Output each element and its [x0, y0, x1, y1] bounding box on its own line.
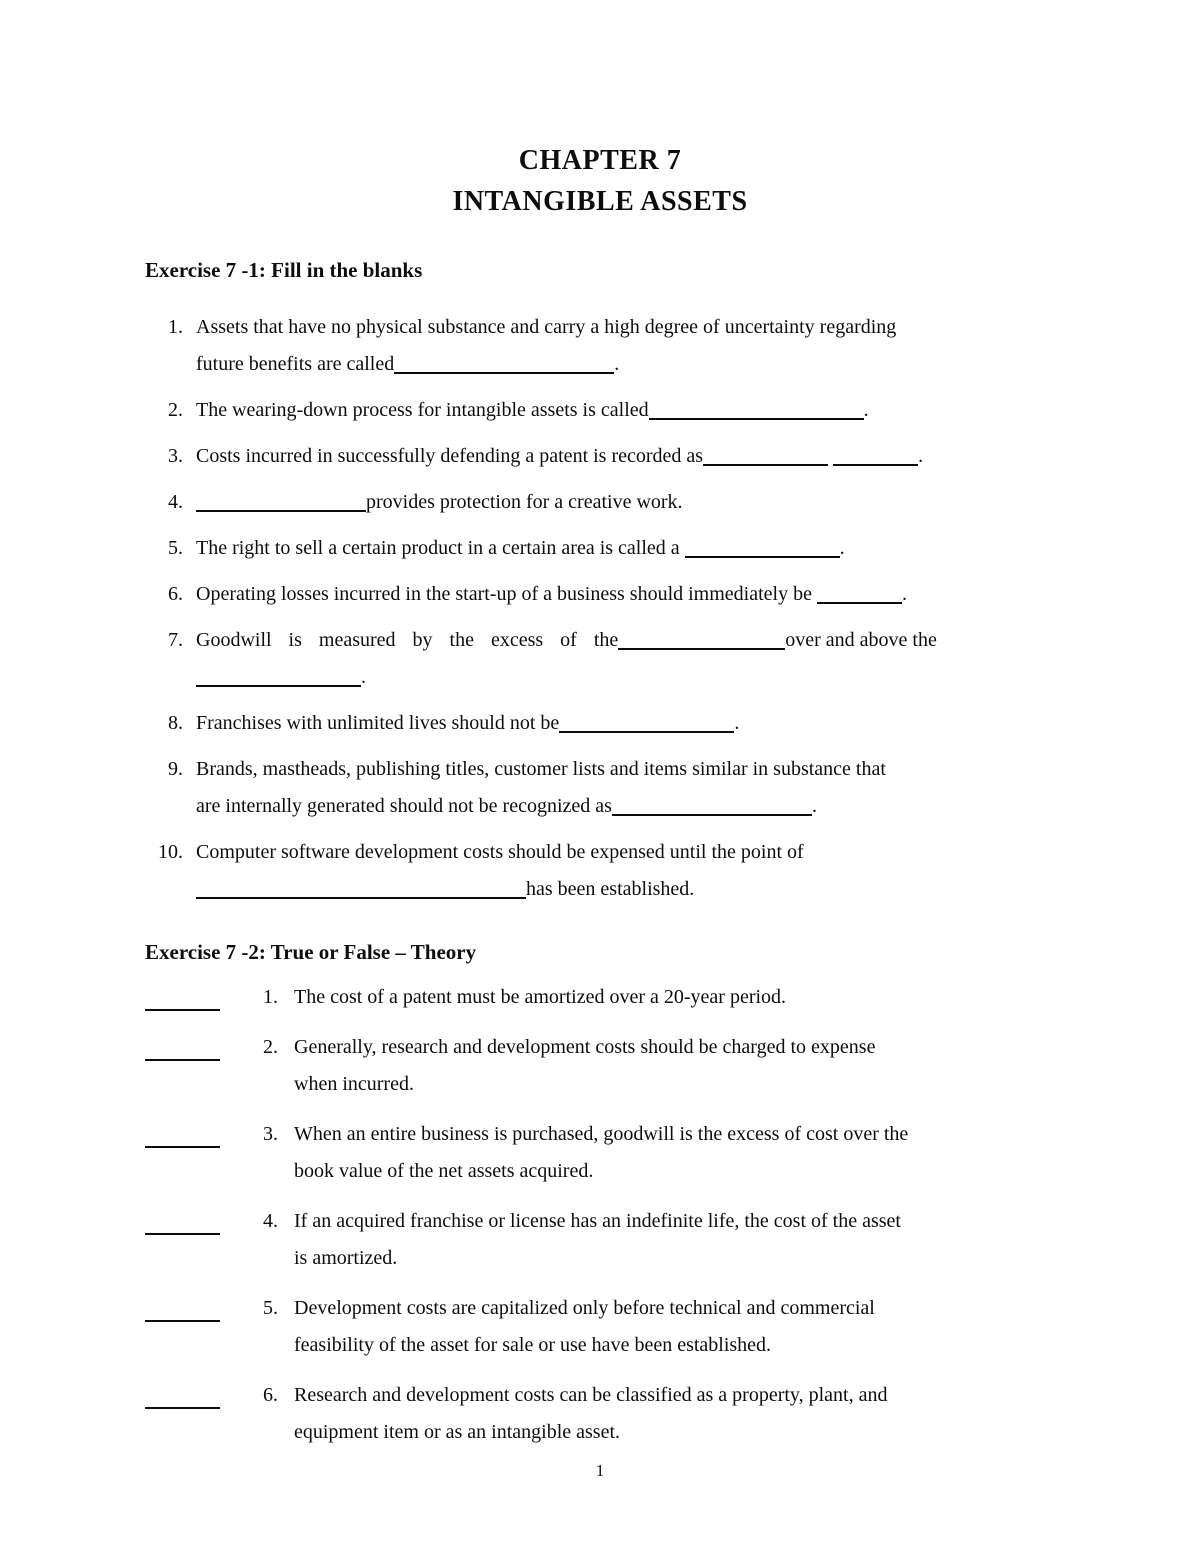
page-number: 1: [595, 1461, 605, 1480]
item-text-segment: Computer software development costs should be expensed until the point of: [196, 841, 804, 863]
item-text-line: Research and development costs can be classified as a property, plant, and: [294, 1384, 888, 1406]
item-text-line: If an acquired franchise or license has an indefinite life, the cost of the asset: [294, 1210, 901, 1232]
item-number: 6.: [168, 583, 183, 605]
fill-in-blank: [685, 556, 840, 558]
item-number: 5.: [168, 537, 183, 559]
true-false-item-6: [145, 1377, 1018, 1451]
item-body: [196, 309, 1018, 383]
item-text-segment: are internally generated should not be recognized as: [196, 795, 612, 817]
item-text-line: is amortized.: [294, 1247, 398, 1269]
fill-in-blank: [196, 510, 366, 512]
item-text-segment: Goodwill is measured by the excess of the: [196, 629, 619, 651]
answer-blank: [145, 1116, 220, 1148]
item-body: [294, 1116, 1018, 1190]
item-body: [294, 1029, 1018, 1103]
item-text-segment: Costs incurred in successfully defending a patent is recorded as: [196, 445, 704, 467]
fill-in-blank: [703, 464, 828, 466]
chapter-title-block: [0, 0, 1200, 222]
answer-blank: [145, 1290, 220, 1322]
item-number: 4.: [168, 491, 183, 513]
item-text-line: feasibility of the asset for sale or use have been established.: [294, 1334, 772, 1356]
fill-blank-item-4: [145, 484, 1018, 521]
item-number: 4.: [263, 1210, 278, 1232]
true-false-item-5: [145, 1290, 1018, 1364]
item-body: [196, 705, 1018, 742]
fill-in-blank: [649, 418, 864, 420]
answer-blank: [145, 1203, 220, 1235]
item-body: [294, 979, 1018, 1016]
item-body: [196, 751, 1018, 825]
item-body: [294, 1203, 1018, 1277]
item-text-segment: .: [361, 666, 366, 688]
chapter-number: CHAPTER 7: [518, 145, 682, 176]
fill-blank-item-7: [145, 622, 1018, 696]
item-text-segment: .: [811, 795, 817, 817]
fill-blank-item-8: [145, 705, 1018, 742]
item-number: 9.: [168, 758, 183, 780]
item-number: 1.: [168, 316, 183, 338]
item-body: [196, 392, 1018, 429]
item-text-segment: The wearing-down process for intangible assets is called: [196, 399, 649, 421]
item-body: [294, 1290, 1018, 1364]
item-number: 2.: [263, 1036, 278, 1058]
fill-in-blank: [394, 372, 614, 374]
item-body: [196, 438, 1018, 475]
item-number: 10.: [158, 841, 183, 863]
item-text-segment: Brands, mastheads, publishing titles, customer lists and items similar in substance that: [196, 758, 886, 780]
fill-blank-item-3: [145, 438, 1018, 475]
item-number: 7.: [168, 629, 183, 651]
item-number: 8.: [168, 712, 183, 734]
fill-blank-item-10: [145, 834, 1018, 908]
item-number: 3.: [168, 445, 183, 467]
item-body: [196, 576, 1018, 613]
item-text-line: Generally, research and development costs should be charged to expense: [294, 1036, 876, 1058]
page-content: [145, 252, 1018, 1451]
item-number: 3.: [263, 1123, 278, 1145]
fill-blank-item-5: [145, 530, 1018, 567]
item-body: [196, 834, 1018, 908]
item-body: [196, 484, 1018, 521]
true-false-item-3: [145, 1116, 1018, 1190]
fill-blank-item-6: [145, 576, 1018, 613]
item-text-segment: .: [901, 583, 907, 605]
item-text-segment: .: [918, 445, 924, 467]
item-body: [294, 1377, 1018, 1451]
exercise2-heading: Exercise 7 -2: True or False – Theory: [145, 940, 477, 964]
item-body: [196, 530, 1018, 567]
item-text-segment: The right to sell a certain product in a certain area is called a: [196, 537, 685, 559]
fill-in-blank: [817, 602, 902, 604]
item-text-segment: Operating losses incurred in the start-up of a business should immediately be: [196, 583, 817, 605]
item-text-segment: future benefits are called: [196, 353, 395, 375]
item-number: 5.: [263, 1297, 278, 1319]
item-text-segment: .: [734, 712, 740, 734]
true-false-item-1: [145, 979, 1018, 1016]
answer-blank: [145, 1029, 220, 1061]
item-text-segment: provides protection for a creative work.: [366, 491, 683, 513]
fill-blank-item-2: [145, 392, 1018, 429]
fill-blank-item-9: [145, 751, 1018, 825]
item-text-line: when incurred.: [294, 1073, 414, 1095]
item-text-line: equipment item or as an intangible asset.: [294, 1421, 621, 1443]
true-false-item-4: [145, 1203, 1018, 1277]
fill-in-blanks-list: [145, 309, 1018, 908]
fill-in-blank: [618, 648, 785, 650]
answer-blank: [145, 1377, 220, 1409]
true-false-list: [145, 979, 1018, 1451]
fill-in-blank: [196, 685, 361, 687]
item-text-line: When an entire business is purchased, goodwill is the excess of cost over the: [294, 1123, 909, 1145]
item-text-line: Development costs are capitalized only before technical and commercial: [294, 1297, 875, 1319]
fill-in-blank: [833, 464, 918, 466]
item-number: 6.: [263, 1384, 278, 1406]
item-text-segment: .: [863, 399, 869, 421]
item-number: 1.: [263, 986, 278, 1008]
fill-in-blank: [612, 814, 812, 816]
true-false-item-2: [145, 1029, 1018, 1103]
item-text-segment: Franchises with unlimited lives should not be: [196, 712, 560, 734]
fill-in-blank: [196, 897, 526, 899]
item-text-segment: Assets that have no physical substance and carry a high degree of uncertainty regarding: [196, 316, 897, 338]
fill-blank-item-1: [145, 309, 1018, 383]
item-text-segment: .: [614, 353, 620, 375]
chapter-name: INTANGIBLE ASSETS: [452, 186, 748, 217]
item-body: [196, 622, 1018, 696]
exercise1-heading: Exercise 7 -1: Fill in the blanks: [145, 258, 423, 282]
item-text-segment: has been established.: [526, 878, 695, 900]
item-text-segment: .: [839, 537, 845, 559]
answer-blank: [145, 979, 220, 1011]
item-text-segment: over and above the: [785, 629, 937, 651]
item-text-line: book value of the net assets acquired.: [294, 1160, 594, 1182]
item-number: 2.: [168, 399, 183, 421]
page-footer: [0, 1461, 1200, 1481]
fill-in-blank: [559, 731, 734, 733]
item-text-line: The cost of a patent must be amortized over a 20-year period.: [294, 986, 787, 1008]
